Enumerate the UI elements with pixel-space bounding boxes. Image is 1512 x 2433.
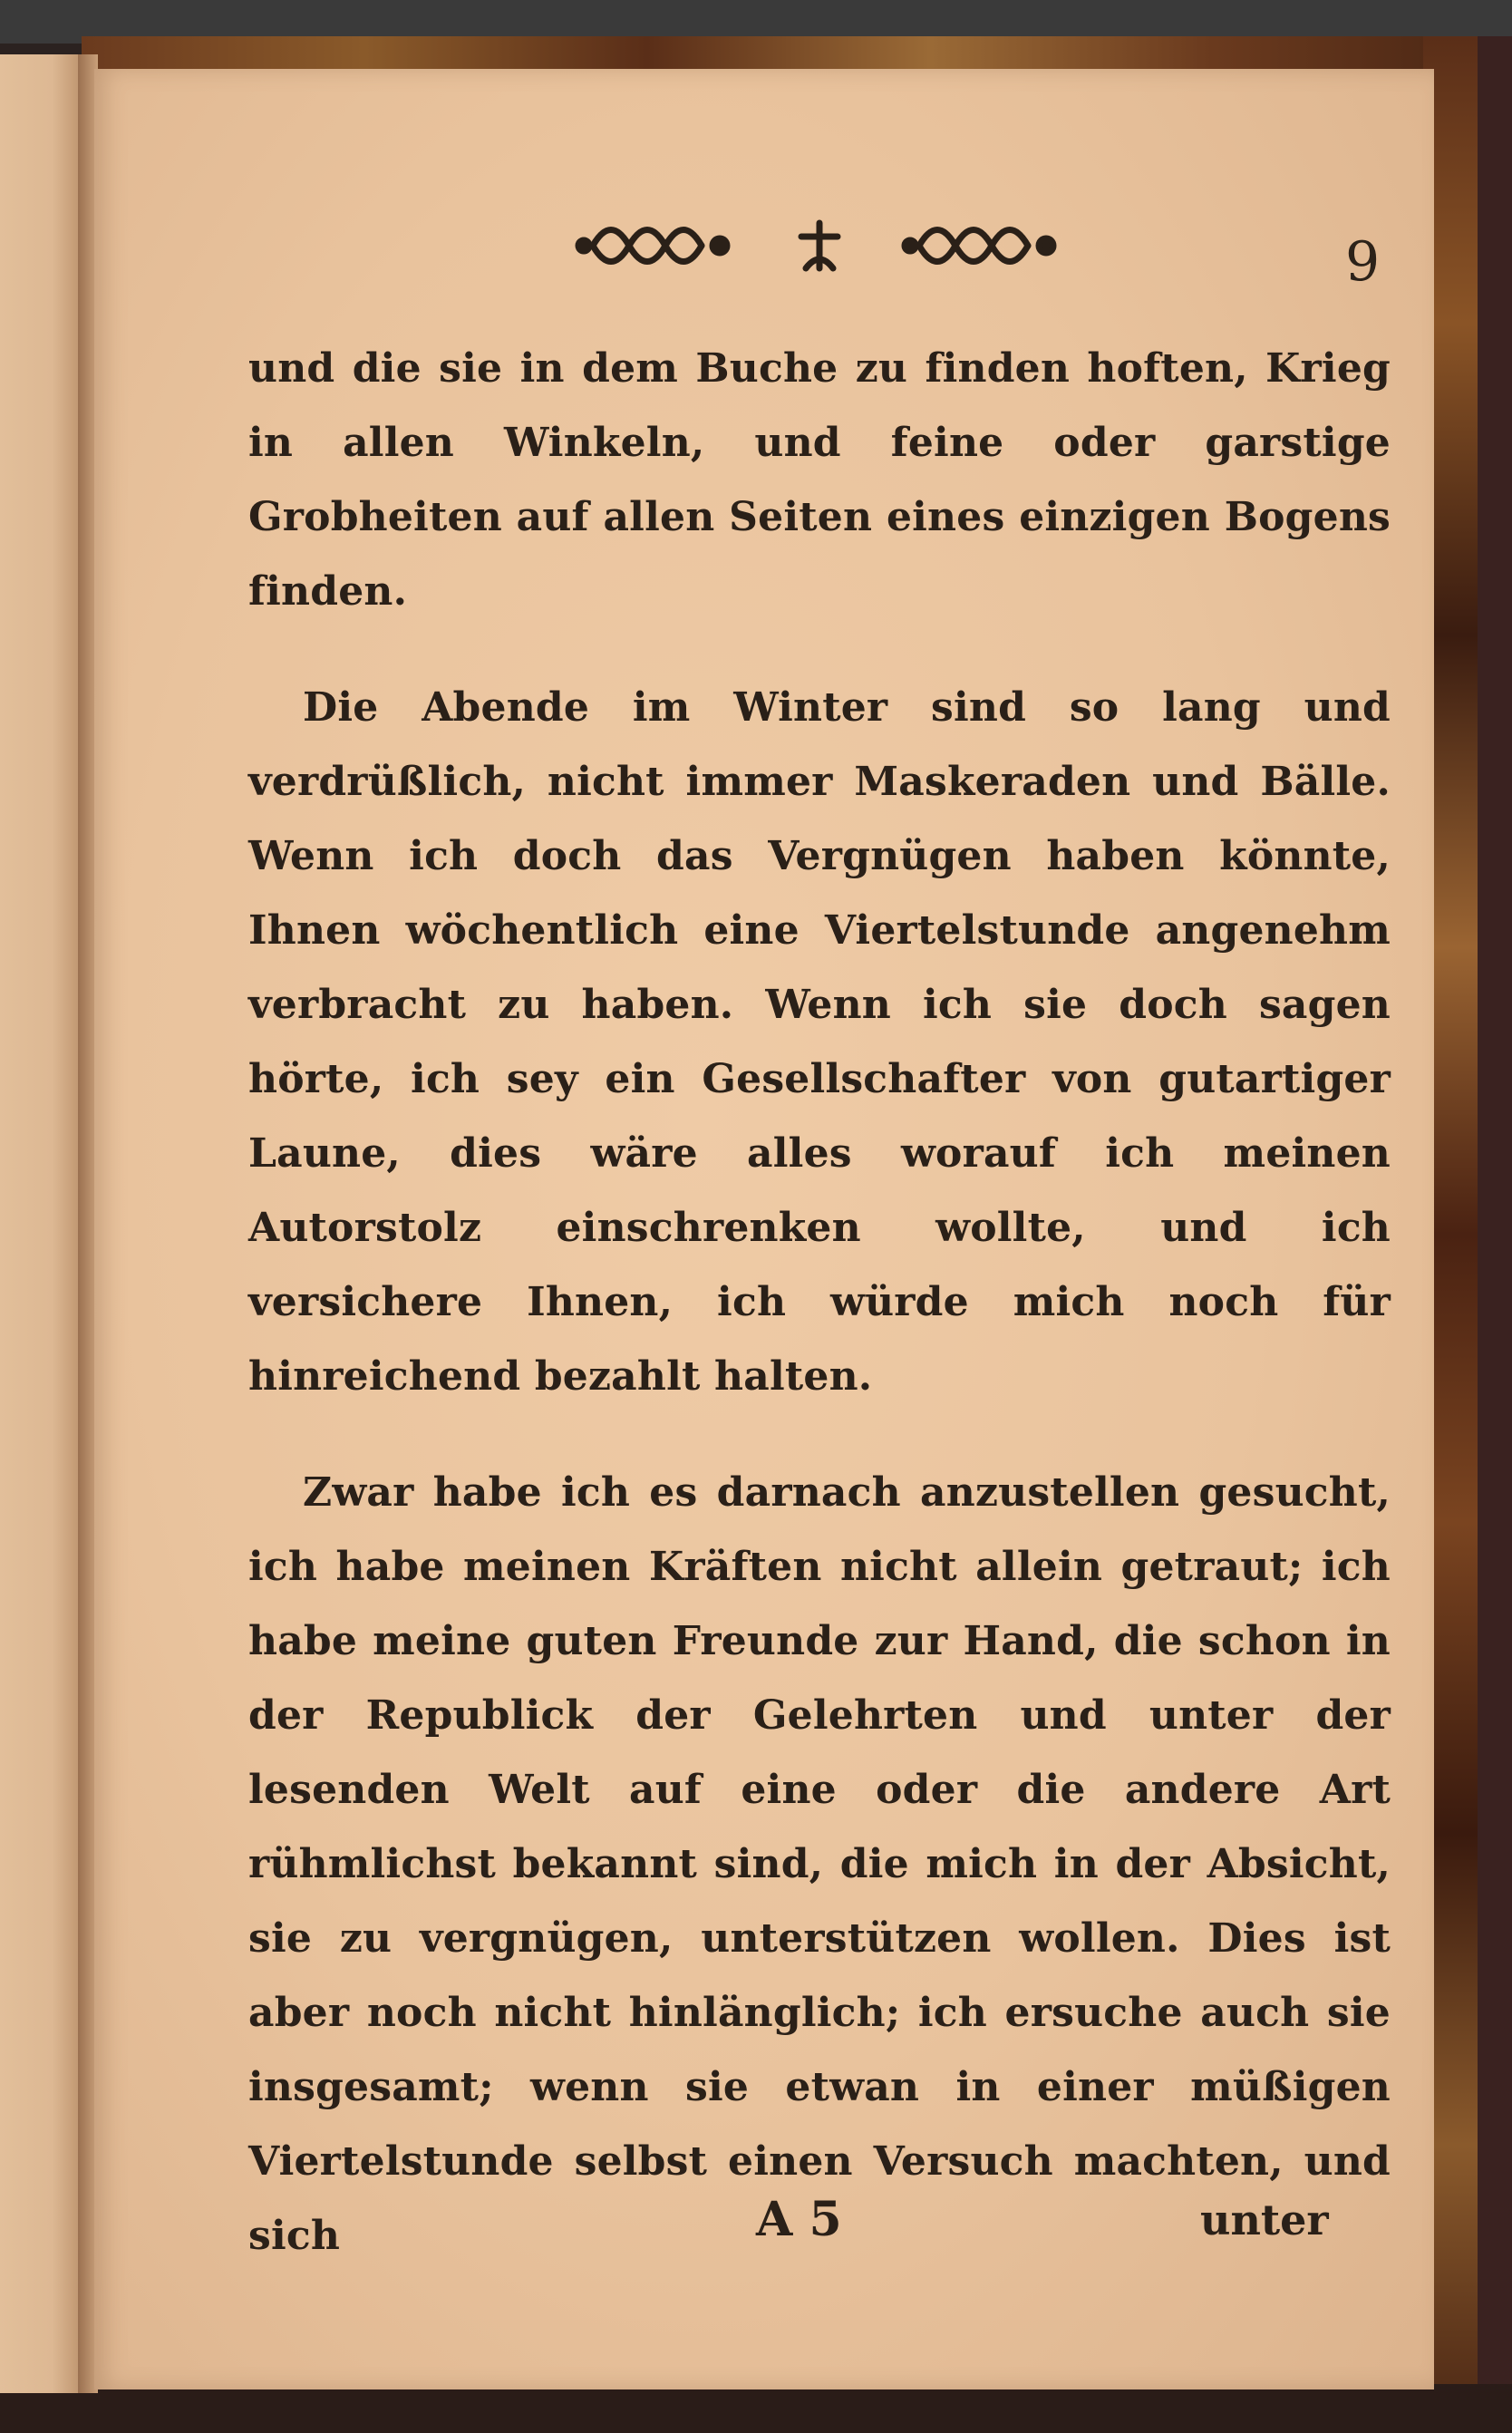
catchword: unter: [1200, 2196, 1329, 2244]
ornamental-headpiece-icon: [575, 196, 1137, 296]
paragraph-1: und die sie in dem Buche zu finden hoften, Krieg in allen Winkeln, und feine oder garstige Grobheiten auf allen Seiten eines einzigen Bogens finden.: [248, 345, 1391, 615]
body-text: [248, 332, 1391, 2273]
cover-bottom: [0, 2384, 1512, 2433]
paragraph-3: Zwar habe ich es darnach anzustellen gesucht, ich habe meinen Kräften nicht allein getraut; ich habe meine guten Freunde zur Hand, die schon in der Republick der Gelehrten und unter der lesenden Welt auf eine oder die andere Art rühmlichst bekannt sind, die mich in der Absicht, sie zu vergnügen, unterstützen wollen. Dies ist aber noch nicht hinlänglich; ich ersuche auch sie insgesamt; wenn sie etwan in einer müßigen Viertelstunde selbst einen Versuch machten, und sich: [248, 1469, 1391, 2259]
facing-page-edge: [0, 54, 87, 2393]
paragraph-2: Die Abende im Winter sind so lang und verdrüßlich, nicht immer Maskeraden und Bälle. Wenn ich doch das Vergnügen haben könnte, Ihnen wöchentlich eine Viertelstunde angenehm verbracht zu haben. Wenn ich sie doch sagen hörte, ich sey ein Gesellschafter von gutartiger Laune, dies wäre alles worauf ich meinen Autorstolz einschrenken wollte, und ich versichere Ihnen, ich würde mich noch für hinreichend bezahlt halten.: [248, 684, 1391, 1400]
book-page: [94, 69, 1434, 2389]
cover-edge: [1478, 36, 1512, 2433]
page-number: 9: [1345, 230, 1381, 294]
signature-mark: A 5: [756, 2192, 842, 2247]
